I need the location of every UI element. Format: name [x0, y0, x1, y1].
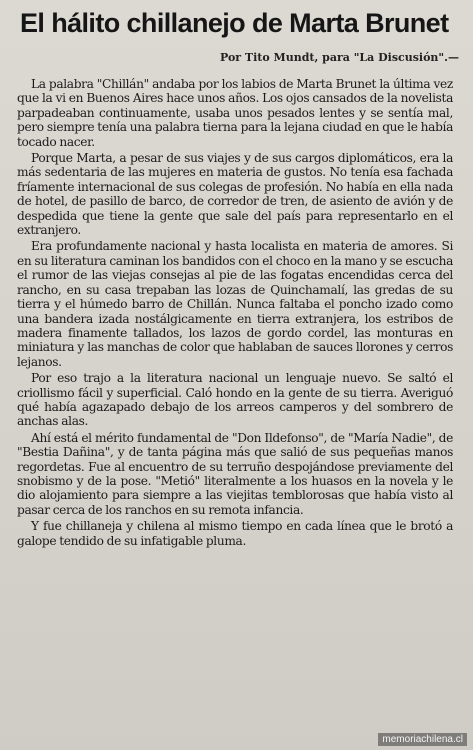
article-paragraph: La palabra "Chillán" andaba por los labios de Marta Brunet la última vez que la vi en Buenos Aires hace unos años. Los ojos cansados de la novelista parpadeaban continuamente, usaba unos pesados lentes y se sentía mal, pero siempre tenía una palabra tierna para la lejana ciudad en que le había tocado nacer. — [17, 77, 453, 149]
article-paragraph: Por eso trajo a la literatura nacional un lenguaje nuevo. Se saltó el criollismo fácil y superficial. Caló hondo en la gente de su tierra. Averiguó qué había agazapado debajo de los arreos camperos y del sombrero de anchas alas. — [17, 371, 453, 429]
article-paragraph: Ahí está el mérito fundamental de "Don Ildefonso", de "María Nadie", de "Bestia Dañina", y de tanta página más que salió de sus pequeñas manos regordetas. Fue al encuentro de su terruño despojándose previamente del snobismo y de la pose. "Metió" literalmente a los huasos en la novela y le dio alojamiento para siempre a las viejitas temblorosas que había visto al pasar cerca de los ranchos en su remota infancia. — [17, 430, 453, 517]
watermark: memoriachilena.cl — [378, 733, 467, 746]
article-body — [17, 77, 453, 550]
article-paragraph: Y fue chillaneja y chilena al mismo tiempo en cada línea que le brotó a galope tendido de su infatigable pluma. — [17, 519, 453, 548]
article-headline: El hálito chillanejo de Marta Brunet — [20, 8, 449, 38]
article-paragraph: Porque Marta, a pesar de sus viajes y de sus cargos diplomáticos, era la más sedentaria de las mujeres en materia de gustos. No tenía esa fachada fríamente internacional de sus colegas de profesión. No había en ella nada de hotel, de pasillo de barco, de corredor de tren, de asiento de avión y de despedida que tiene la gente que sale del país para representarlo en el extranjero. — [17, 151, 453, 238]
article-paragraph: Era profundamente nacional y hasta localista en materia de amores. Si en su literatura caminan los bandidos con el choco en la mano y se escucha el rumor de las viejas consejas al pie de las fogatas encendidas cerca del rancho, en su casa trepaban las lozas de Quinchamalí, las gredas de su tierra y el húmedo barro de Chillán. Nunca faltaba el poncho izado como una bandera izada nostálgicamente en tierra extranjera, los estribos de madera finamente tallados, los lazos de gordo cordel, las monturas en miniatura y las manchas de color que hablaban de sauces llorones y cerros lejanos. — [17, 239, 453, 369]
article-byline: Por Tito Mundt, para "La Discusión".— — [219, 51, 459, 64]
